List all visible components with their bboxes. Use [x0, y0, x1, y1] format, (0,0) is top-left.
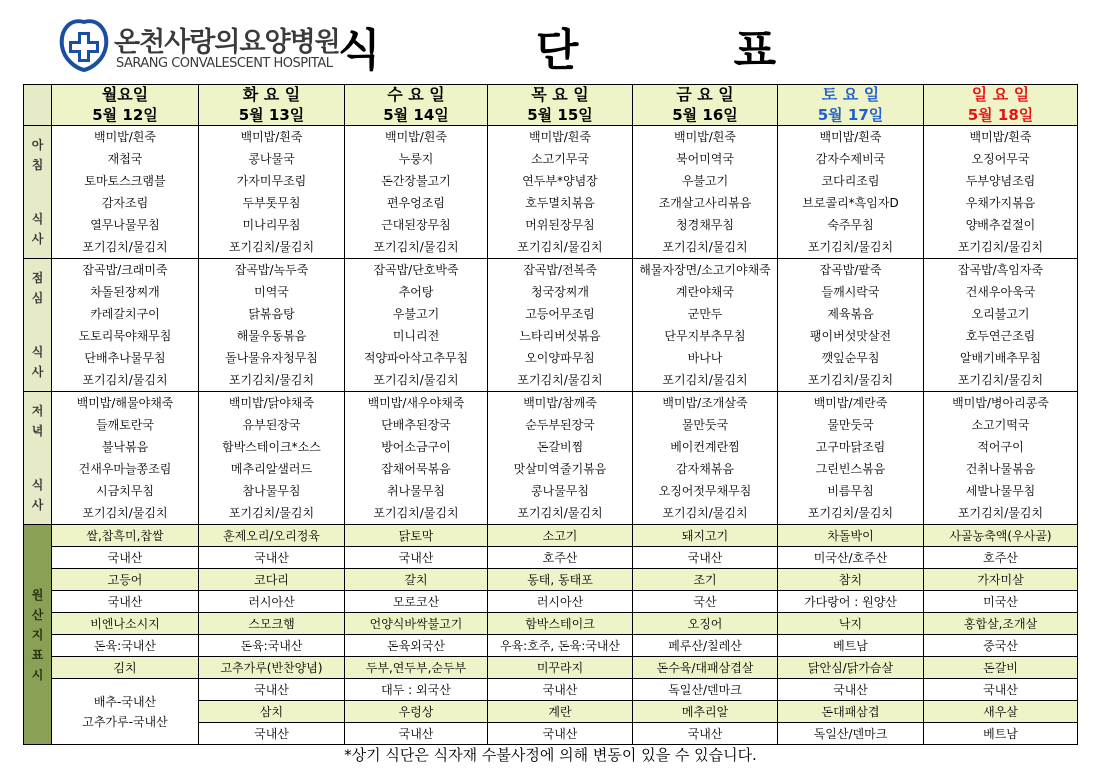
menu-item: 포기김치/물김치 [199, 236, 345, 259]
origin-row [24, 569, 1078, 591]
menu-item: 유부된장국 [199, 414, 345, 436]
menu-item: 편우엉조림 [345, 192, 488, 214]
menu-item: 열무나물무침 [52, 214, 199, 236]
origin-item: 함박스테이크 [488, 613, 633, 635]
origin-label-char: 산 [31, 607, 44, 622]
breakfast-label [24, 126, 52, 259]
menu-item: 미니리전 [345, 325, 488, 347]
menu-item: 단배추된장국 [345, 414, 488, 436]
origin-item: 스모크햄 [199, 613, 345, 635]
menu-item: 포기김치/물김치 [924, 369, 1078, 392]
menu-item: 백미밥/조개살죽 [633, 392, 778, 415]
dinner-row [24, 480, 1078, 502]
menu-item: 백미밥/해물야채죽 [52, 392, 199, 415]
menu-item: 양배추겉절이 [924, 214, 1078, 236]
menu-item: 물만둣국 [778, 414, 924, 436]
origin-item: 국내산 [345, 547, 488, 569]
day-header-row [24, 85, 1078, 126]
day-name: 월요일 [101, 85, 149, 104]
origin-item: 베트남 [924, 723, 1078, 745]
meal-label-char: 식 [31, 478, 44, 492]
menu-item: 감자조림 [52, 192, 199, 214]
menu-item: 포기김치/물김치 [345, 369, 488, 392]
menu-item: 건취나물볶음 [924, 458, 1078, 480]
day-name: 수 요 일 [387, 85, 445, 104]
lunch-row [24, 281, 1078, 303]
menu-item: 소고기떡국 [924, 414, 1078, 436]
menu-item: 미역국 [199, 281, 345, 303]
menu-item: 맛살미역줄기볶음 [488, 458, 633, 480]
origin-label-char: 지 [31, 627, 44, 642]
menu-item: 해물우동볶음 [199, 325, 345, 347]
day-date: 5월 17일 [817, 106, 884, 124]
dinner-row [24, 458, 1078, 480]
origin-label-char: 원 [31, 587, 44, 602]
menu-item: 포기김치/물김치 [633, 236, 778, 259]
origin-item: 돈육외국산 [345, 635, 488, 657]
menu-item: 청국장찌개 [488, 281, 633, 303]
origin-item: 동태, 동태포 [488, 569, 633, 591]
origin-item: 베트남 [778, 635, 924, 657]
breakfast-row [24, 170, 1078, 192]
menu-item: 감자수제비국 [778, 148, 924, 170]
menu-item: 취나물무침 [345, 480, 488, 502]
origin-item: 갈치 [345, 569, 488, 591]
day-header [199, 85, 345, 126]
menu-item: 들깨시락국 [778, 281, 924, 303]
menu-item: 단무지부추무침 [633, 325, 778, 347]
day-header [924, 85, 1078, 126]
origin-item: 언양식바싹불고기 [345, 613, 488, 635]
menu-item: 순두부된장국 [488, 414, 633, 436]
menu-item: 잡곡밥/크래미죽 [52, 259, 199, 282]
origin-item: 러시아산 [488, 591, 633, 613]
origin-row [24, 591, 1078, 613]
menu-item: 포기김치/물김치 [345, 502, 488, 525]
menu-item: 불낙볶음 [52, 436, 199, 458]
origin-item: 새우살 [924, 701, 1078, 723]
menu-item: 팽이버섯맛살전 [778, 325, 924, 347]
origin-item: 국내산 [199, 547, 345, 569]
menu-item: 북어미역국 [633, 148, 778, 170]
origin-item: 돈대패삼겹 [778, 701, 924, 723]
menu-item: 숙주무침 [778, 214, 924, 236]
lunch-row [24, 347, 1078, 369]
menu-item: 오이양파무침 [488, 347, 633, 369]
menu-item: 건새우마늘쫑조림 [52, 458, 199, 480]
menu-item: 건새우아욱국 [924, 281, 1078, 303]
menu-item: 백미밥/흰죽 [778, 126, 924, 149]
menu-item: 호두멸치볶음 [488, 192, 633, 214]
origin-item: 닭안심/닭가슴살 [778, 657, 924, 679]
origin-item: 낙지 [778, 613, 924, 635]
menu-item: 포기김치/물김치 [633, 369, 778, 392]
menu-item: 콩나물국 [199, 148, 345, 170]
menu-item: 도토리묵야채무침 [52, 325, 199, 347]
menu-item: 백미밥/흰죽 [345, 126, 488, 149]
menu-item: 메추리알샐러드 [199, 458, 345, 480]
menu-item: 백미밥/병아리콩죽 [924, 392, 1078, 415]
menu-item: 시금치무침 [52, 480, 199, 502]
menu-item: 방어소금구이 [345, 436, 488, 458]
origin-item: 중국산 [924, 635, 1078, 657]
origin-item: 국내산 [633, 547, 778, 569]
dinner-row [24, 436, 1078, 458]
menu-item: 잡곡밥/전복죽 [488, 259, 633, 282]
day-header [778, 85, 924, 126]
origin-item: 사골농축액(우사골) [924, 525, 1078, 547]
origin-item: 러시아산 [199, 591, 345, 613]
menu-item: 호두연근조림 [924, 325, 1078, 347]
lunch-row [24, 369, 1078, 392]
day-name: 목 요 일 [531, 85, 589, 104]
origin-item: 김치 [52, 657, 199, 679]
origin-item: 페루산/칠레산 [633, 635, 778, 657]
day-date: 5월 15일 [527, 106, 593, 124]
origin-item: 미국산/호주산 [778, 547, 924, 569]
origin-item: 고추가루(반찬양념) [199, 657, 345, 679]
menu-item: 함박스테이크*소스 [199, 436, 345, 458]
menu-item: 잡곡밥/흑임자죽 [924, 259, 1078, 282]
dinner-label [24, 392, 52, 525]
origin-item: 국내산 [488, 723, 633, 745]
menu-item: 군만두 [633, 303, 778, 325]
menu-item: 포기김치/물김치 [199, 369, 345, 392]
day-header [52, 85, 199, 126]
menu-item: 조개살고사리볶음 [633, 192, 778, 214]
menu-item: 우채가지볶음 [924, 192, 1078, 214]
dinner-row [24, 502, 1078, 525]
origin-row [24, 525, 1078, 547]
hospital-name: 온천사랑의요양병원 [114, 27, 340, 58]
menu-item: 돌나물유자청무침 [199, 347, 345, 369]
day-date: 5월 18일 [967, 106, 1034, 124]
origin-item: 고등어 [52, 569, 199, 591]
lunch-label [24, 259, 52, 392]
menu-item: 포기김치/물김치 [52, 236, 199, 259]
menu-item: 브로콜리*흑임자D [778, 192, 924, 214]
origin-item: 닭토막 [345, 525, 488, 547]
menu-item: 포기김치/물김치 [924, 502, 1078, 525]
origin-item: 훈제오리/오리정육 [199, 525, 345, 547]
menu-item: 참나물무침 [199, 480, 345, 502]
menu-item: 해물자장면/소고기야채죽 [633, 259, 778, 282]
menu-item: 고등어무조림 [488, 303, 633, 325]
origin-label [24, 525, 52, 745]
meal-label-char: 식 [31, 345, 44, 359]
menu-item: 토마토스크램블 [52, 170, 199, 192]
menu-item: 세발나물무침 [924, 480, 1078, 502]
menu-item: 청경채무침 [633, 214, 778, 236]
menu-item: 적어구이 [924, 436, 1078, 458]
breakfast-row [24, 236, 1078, 259]
day-date: 5월 13일 [238, 106, 305, 124]
menu-item: 잡곡밥/단호박죽 [345, 259, 488, 282]
menu-item: 백미밥/흰죽 [488, 126, 633, 149]
origin-item: 국내산 [52, 547, 199, 569]
hospital-logo [58, 16, 340, 76]
day-header [345, 85, 488, 126]
origin-item: 오징어 [633, 613, 778, 635]
meal-label-char: 사 [31, 232, 44, 246]
origin-item: 돈갈비 [924, 657, 1078, 679]
menu-item: 적양파아삭고추무침 [345, 347, 488, 369]
menu-item: 오리불고기 [924, 303, 1078, 325]
menu-item: 근대된장무침 [345, 214, 488, 236]
origin-item: 국내산 [924, 679, 1078, 701]
menu-item: 베이컨계란찜 [633, 436, 778, 458]
menu-item: 추어탕 [345, 281, 488, 303]
origin-item: 호주산 [924, 547, 1078, 569]
menu-item: 감자채볶음 [633, 458, 778, 480]
menu-item: 포기김치/물김치 [778, 236, 924, 259]
origin-item: 국내산 [52, 591, 199, 613]
breakfast-row [24, 148, 1078, 170]
dinner-row [24, 414, 1078, 436]
origin-row [24, 635, 1078, 657]
origin-row [24, 547, 1078, 569]
menu-item: 잡곡밥/팥죽 [778, 259, 924, 282]
menu-item: 우불고기 [633, 170, 778, 192]
menu-item: 백미밥/흰죽 [633, 126, 778, 149]
origin-item: 돈육:국내산 [199, 635, 345, 657]
menu-item: 차돌된장찌개 [52, 281, 199, 303]
menu-item: 카레갈치구이 [52, 303, 199, 325]
origin-item: 두부,연두부,순두부 [345, 657, 488, 679]
menu-item: 오징어젓무채무침 [633, 480, 778, 502]
origin-label-char: 시 [31, 667, 44, 682]
breakfast-row [24, 192, 1078, 214]
menu-item: 포기김치/물김치 [488, 236, 633, 259]
meal-label-char: 점 [31, 271, 44, 285]
menu-item: 백미밥/새우야채죽 [345, 392, 488, 415]
menu-item: 포기김치/물김치 [633, 502, 778, 525]
origin-merged-line: 배추-국내산 [93, 694, 157, 709]
menu-item: 물만둣국 [633, 414, 778, 436]
origin-item: 대두 : 외국산 [345, 679, 488, 701]
origin-item: 쌀,찹흑미,찹쌀 [52, 525, 199, 547]
menu-item: 누룽지 [345, 148, 488, 170]
meal-label-char: 저 [31, 404, 44, 418]
origin-item: 코다리 [199, 569, 345, 591]
origin-item: 가자미살 [924, 569, 1078, 591]
menu-item: 그린빈스볶음 [778, 458, 924, 480]
menu-item: 단배추나물무침 [52, 347, 199, 369]
day-name: 토 요 일 [821, 85, 880, 104]
origin-item: 우육:호주, 돈육:국내산 [488, 635, 633, 657]
origin-item: 호주산 [488, 547, 633, 569]
menu-item: 우불고기 [345, 303, 488, 325]
menu-item: 백미밥/흰죽 [52, 126, 199, 149]
menu-item: 백미밥/흰죽 [924, 126, 1078, 149]
menu-item: 콩나물무침 [488, 480, 633, 502]
day-name: 일 요 일 [971, 85, 1030, 104]
footnote: *상기 식단은 식자재 수불사정에 의해 변동이 있을 수 있습니다. [344, 746, 757, 764]
day-date: 5월 14일 [383, 106, 449, 124]
meal-label-char: 아 [31, 138, 44, 152]
menu-item: 코다리조림 [778, 170, 924, 192]
menu-item: 계란야채국 [633, 281, 778, 303]
day-header [488, 85, 633, 126]
menu-item: 닭볶음탕 [199, 303, 345, 325]
origin-item: 독일산/덴마크 [633, 679, 778, 701]
origin-item: 조기 [633, 569, 778, 591]
origin-item: 미꾸라지 [488, 657, 633, 679]
origin-item: 독일산/덴마크 [778, 723, 924, 745]
lunch-row [24, 325, 1078, 347]
origin-item: 차돌박이 [778, 525, 924, 547]
menu-item: 돈간장불고기 [345, 170, 488, 192]
lunch-row [24, 303, 1078, 325]
menu-item: 백미밥/닭야채죽 [199, 392, 345, 415]
menu-item: 포기김치/물김치 [778, 502, 924, 525]
menu-item: 포기김치/물김치 [778, 369, 924, 392]
menu-item: 들깨토란국 [52, 414, 199, 436]
meal-label-char: 녁 [31, 424, 44, 438]
origin-item: 비엔나소시지 [52, 613, 199, 635]
day-date: 5월 12일 [92, 106, 158, 124]
origin-item: 소고기 [488, 525, 633, 547]
menu-item: 연두부*양념장 [488, 170, 633, 192]
menu-item: 소고기무국 [488, 148, 633, 170]
origin-item: 메추리알 [633, 701, 778, 723]
menu-item: 가자미무조림 [199, 170, 345, 192]
origin-item: 돈육:국내산 [52, 635, 199, 657]
menu-item: 두부톳무침 [199, 192, 345, 214]
corner-cell [24, 85, 52, 126]
menu-item: 백미밥/참깨죽 [488, 392, 633, 415]
menu-item: 백미밥/흰죽 [199, 126, 345, 149]
menu-item: 오징어무국 [924, 148, 1078, 170]
meal-label-char: 침 [31, 158, 44, 172]
menu-item: 포기김치/물김치 [924, 236, 1078, 259]
dinner-row [24, 392, 1078, 415]
origin-item: 국내산 [199, 723, 345, 745]
origin-row [24, 613, 1078, 635]
menu-item: 포기김치/물김치 [199, 502, 345, 525]
meal-label-char: 사 [31, 365, 44, 379]
origin-item: 우렁상 [345, 701, 488, 723]
menu-item: 알배기배추무침 [924, 347, 1078, 369]
breakfast-row [24, 214, 1078, 236]
page-header [0, 0, 1101, 84]
lunch-row [24, 259, 1078, 282]
menu-item: 깻잎순무침 [778, 347, 924, 369]
day-date: 5월 16일 [672, 106, 738, 124]
day-header [633, 85, 778, 126]
origin-row [24, 657, 1078, 679]
menu-item: 포기김치/물김치 [52, 502, 199, 525]
menu-item: 잡채어묵볶음 [345, 458, 488, 480]
hospital-name-en: SARANG CONVALESCENT HOSPITAL [116, 56, 333, 71]
origin-item: 국내산 [199, 679, 345, 701]
menu-item: 비름무침 [778, 480, 924, 502]
meal-label-char: 식 [31, 212, 44, 226]
origin-merged-line: 고추가루-국내산 [82, 714, 168, 729]
cross-logo-icon [58, 16, 110, 72]
origin-item: 국내산 [633, 723, 778, 745]
meal-label-char: 심 [31, 291, 44, 305]
origin-item: 삼치 [199, 701, 345, 723]
origin-item: 국내산 [488, 679, 633, 701]
menu-item: 머위된장무침 [488, 214, 633, 236]
page-title: 식 단 표 [338, 25, 847, 76]
menu-item: 포기김치/물김치 [488, 369, 633, 392]
meal-label-char: 사 [31, 498, 44, 512]
origin-item: 국산 [633, 591, 778, 613]
menu-item: 두부양념조림 [924, 170, 1078, 192]
origin-item: 가다랑어 : 원양산 [778, 591, 924, 613]
origin-item: 계란 [488, 701, 633, 723]
origin-item: 미국산 [924, 591, 1078, 613]
origin-item: 국내산 [345, 723, 488, 745]
day-name: 금 요 일 [676, 85, 734, 104]
menu-table [23, 84, 1078, 745]
menu-item: 느타리버섯볶음 [488, 325, 633, 347]
menu-item: 제육볶음 [778, 303, 924, 325]
origin-row [24, 679, 1078, 701]
menu-item: 재첩국 [52, 148, 199, 170]
menu-item: 포기김치/물김치 [52, 369, 199, 392]
origin-item: 돈수육/대패삼겹살 [633, 657, 778, 679]
origin-label-char: 표 [31, 647, 44, 662]
origin-item: 돼지고기 [633, 525, 778, 547]
menu-item: 돈갈비찜 [488, 436, 633, 458]
menu-item: 미나리무침 [199, 214, 345, 236]
menu-item: 백미밥/계란죽 [778, 392, 924, 415]
menu-item: 고구마닭조림 [778, 436, 924, 458]
breakfast-row [24, 126, 1078, 149]
day-name: 화 요 일 [242, 85, 301, 104]
menu-item: 포기김치/물김치 [345, 236, 488, 259]
origin-item: 모로코산 [345, 591, 488, 613]
origin-merged-cell [52, 679, 199, 745]
menu-item: 잡곡밥/녹두죽 [199, 259, 345, 282]
origin-item: 참치 [778, 569, 924, 591]
origin-item: 홍합살,조개살 [924, 613, 1078, 635]
origin-item: 국내산 [778, 679, 924, 701]
menu-item: 포기김치/물김치 [488, 502, 633, 525]
menu-item: 바나나 [633, 347, 778, 369]
